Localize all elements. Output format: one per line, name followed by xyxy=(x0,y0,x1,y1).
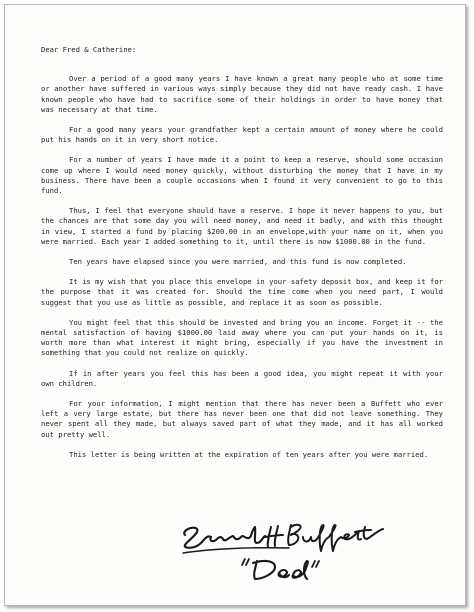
signature-quote-left xyxy=(242,559,249,565)
paragraph-2: For a good many years your grandfather kept a certain amount of money where he could put his hands on it in very short notice. xyxy=(41,125,443,145)
signature-underline-stroke xyxy=(183,548,289,553)
paragraph-9: For your information, I might mention that there has never been a Buffett who ever left a very large estate, but there has never been one that did not leave something. They never spent all they made, but always saved part of what they made, and it has all worked out pretty well. xyxy=(41,399,443,439)
signature-quote-right xyxy=(312,561,319,567)
signature-drawing xyxy=(179,521,399,583)
paragraph-1: Over a period of a good many years I have known a great many people who at some time or another have suffered in various ways simply because they did not have ready cash. I have known people who have had to sacrifice some of their holdings in order to have money that was necessary at that time. xyxy=(41,74,443,114)
paragraph-3: For a number of years I have made it a point to keep a reserve, should some occasion come up where I would need money quickly, without disturbing the money that I have in my business. There have been a couple occasions when I found it very convenient to go to this fund. xyxy=(41,155,443,196)
paragraph-6: It is my wish that you place this envelope in your safety deposit box, and keep it for the purpose that it was created for. Should the time come when you need part, I would suggest that you use as little as possible, and replace it as soon as possible. xyxy=(41,277,443,307)
signature-dad-stroke xyxy=(253,561,308,579)
letter-page xyxy=(4,4,466,606)
paragraph-4: Thus, I feel that everyone should have a reserve. I hope it never happens to you, but the chances are that some day you will need money, and need it badly, and with this thought in view, I started a fund by placing $200.00 in an envelope,with your name on it, when you were married. Each year I added something to it, until there is now $1000.00 in the fund. xyxy=(41,206,443,246)
salutation: Dear Fred & Catherine: xyxy=(41,45,137,54)
signature-name-stroke xyxy=(184,527,265,548)
signature-surname-stroke xyxy=(288,525,383,551)
closing-paragraph: This letter is being written at the expiration of ten years after you were married. xyxy=(69,449,429,459)
paragraph-5: Ten years have elapsed since you were married, and this fund is now completed. xyxy=(69,257,407,267)
signature-h-stroke xyxy=(265,526,283,547)
paragraph-8: If in after years you feel this has been a good idea, you might repeat it with your own children. xyxy=(41,368,443,388)
handwritten-signature xyxy=(179,521,399,583)
paragraph-7: You might feel that this should be invested and bring you an income. Forget it -- the mental satisfaction of having $1000.00 laid away where you can put your hands on it, is worth more than what interest it might bring, especially if you have the investment in something that you could not realize on quickly. xyxy=(41,317,443,358)
letter-body xyxy=(41,45,443,460)
